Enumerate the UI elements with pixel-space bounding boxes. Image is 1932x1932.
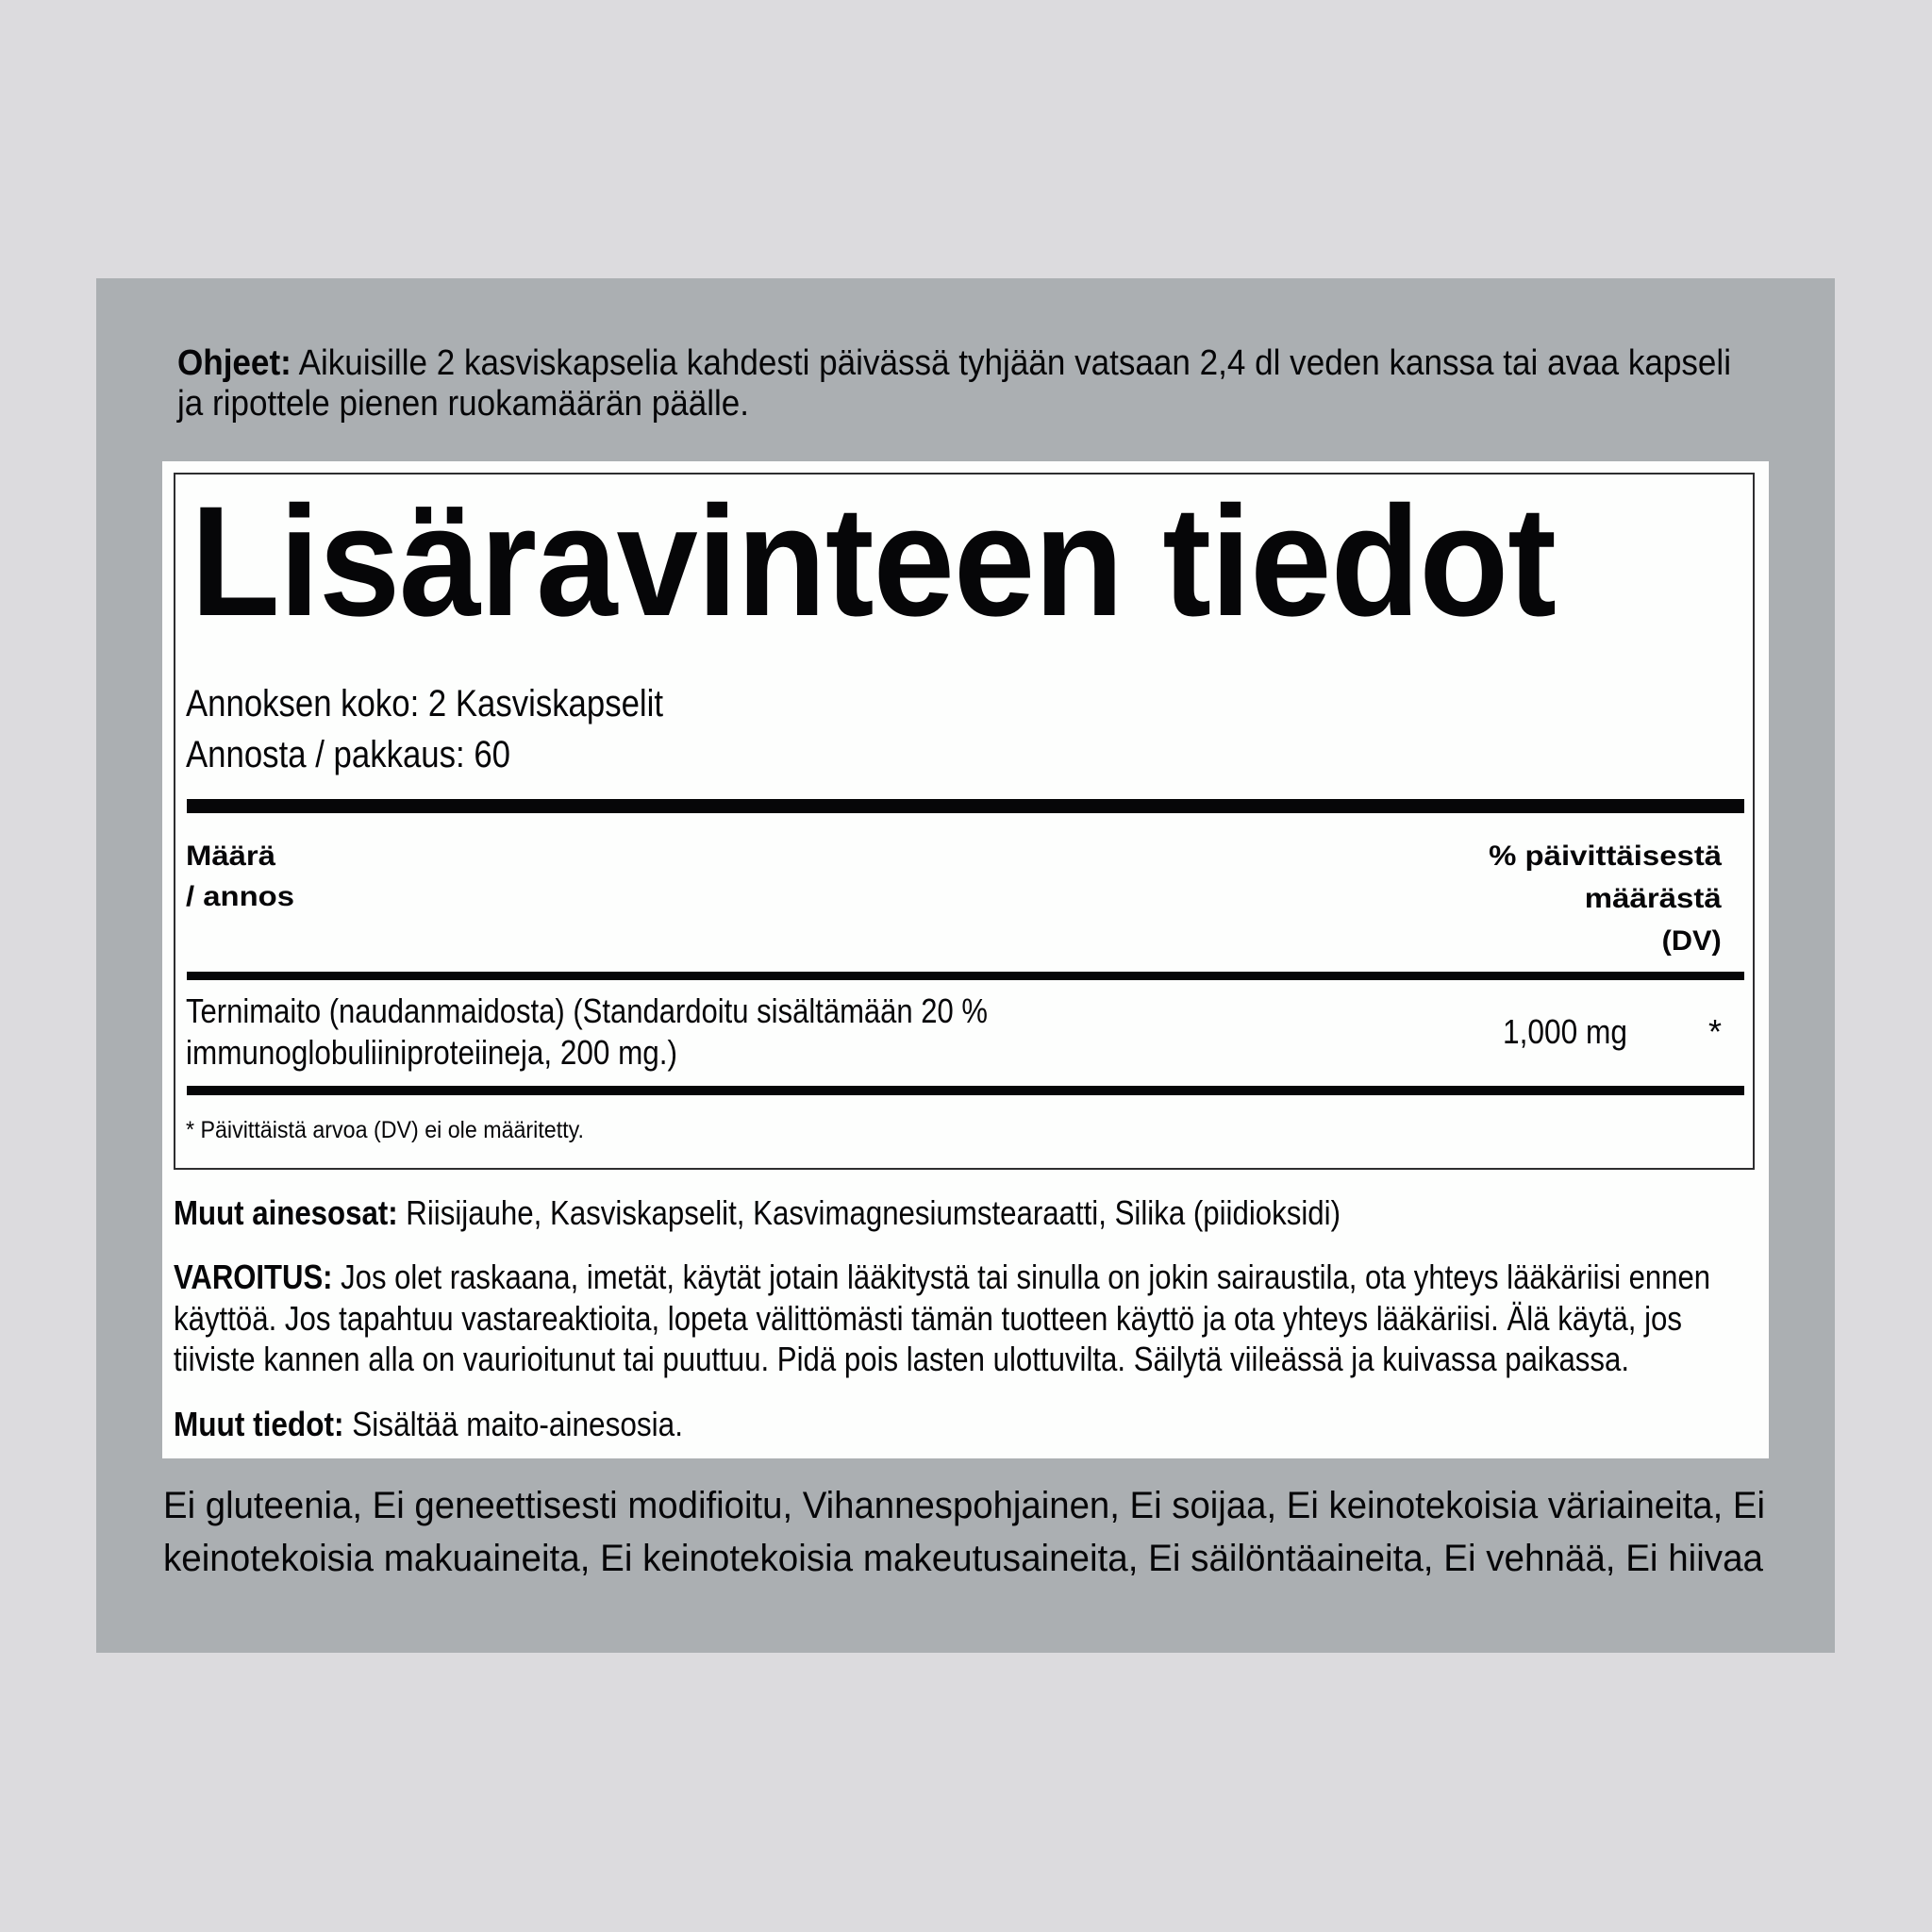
nutrient-dv: * [1708,1012,1723,1051]
warning-label: VAROITUS: [174,1257,333,1296]
directions-label: Ohjeet: [177,343,291,383]
directions-text-2: ja ripottele pienen ruokamäärän päälle. [177,384,749,424]
other-info [174,1407,683,1441]
directions-text: Aikuisille 2 kasviskapselia kahdesti päivässä tyhjään vatsaan 2,4 dl veden kanssa tai avaa kapseli [291,343,1732,383]
other-ingredients [174,1193,1341,1232]
other-info-text: Sisältää maito-ainesosia. [343,1405,683,1443]
nutrient-name-line-2: immunoglobuliiniproteiineja, 200 mg.) [186,1033,677,1072]
servings-per-container: Annosta / pakkaus: 60 [186,734,510,775]
nutrient-name-line-1: Ternimaito (naudanmaidosta) (Standardoitu sisältämään 20 % [186,991,988,1030]
thick-divider [187,799,1744,813]
free-from-line-2: keinotekoisia makuaineita, Ei keinotekoisia makeutusaineita, Ei säilöntäaineita, Ei vehnää, Ei hiivaa [163,1538,1763,1579]
directions-line-2 [177,386,749,422]
other-info-label: Muut tiedot: [174,1405,344,1443]
directions-line-1 [177,345,1731,381]
dv-header-line-2: määrästä [1585,883,1722,914]
warning-line-1 [174,1257,1710,1296]
other-ingredients-label: Muut ainesosat: [174,1193,398,1232]
amount-header-line-2: / annos [186,881,294,912]
dv-header-line-3: (DV) [1662,925,1722,957]
dv-header-line-1: % päivittäisestä [1489,841,1722,872]
dv-footnote: * Päivittäistä arvoa (DV) ei ole määritetty. [186,1117,584,1143]
serving-size: Annoksen koko: 2 Kasviskapselit [186,683,663,724]
warning-text-1: Jos olet raskaana, imetät, käytät jotain lääkitystä tai sinulla on jokin sairaustila, ota yhteys lääkäriisi ennen [332,1257,1710,1296]
warning-line-3: tiiviste kannen alla on vaurioitunut tai puuttuu. Pidä pois lasten ulottuvilta. Säilytä viileässä ja kuivassa paikassa. [174,1340,1629,1378]
facts-title: Lisäravinteen tiedot [191,475,1556,649]
other-ingredients-text: Riisijauhe, Kasviskapselit, Kasvimagnesiumstearaatti, Silika (piidioksidi) [397,1193,1341,1232]
amount-header-line-1: Määrä [186,841,275,872]
row-divider [187,1086,1744,1095]
header-divider [187,972,1744,980]
free-from-line-1: Ei gluteenia, Ei geneettisesti modifioitu, Vihannespohjainen, Ei soijaa, Ei keinotekoisia väriaineita, Ei [163,1485,1765,1526]
warning-line-2: käyttöä. Jos tapahtuu vastareaktioita, lopeta välittömästi tämän tuotteen käyttö ja ota yhteys lääkäriisi. Älä käytä, jos [174,1299,1682,1338]
nutrient-amount: 1,000 mg [1503,1012,1627,1051]
